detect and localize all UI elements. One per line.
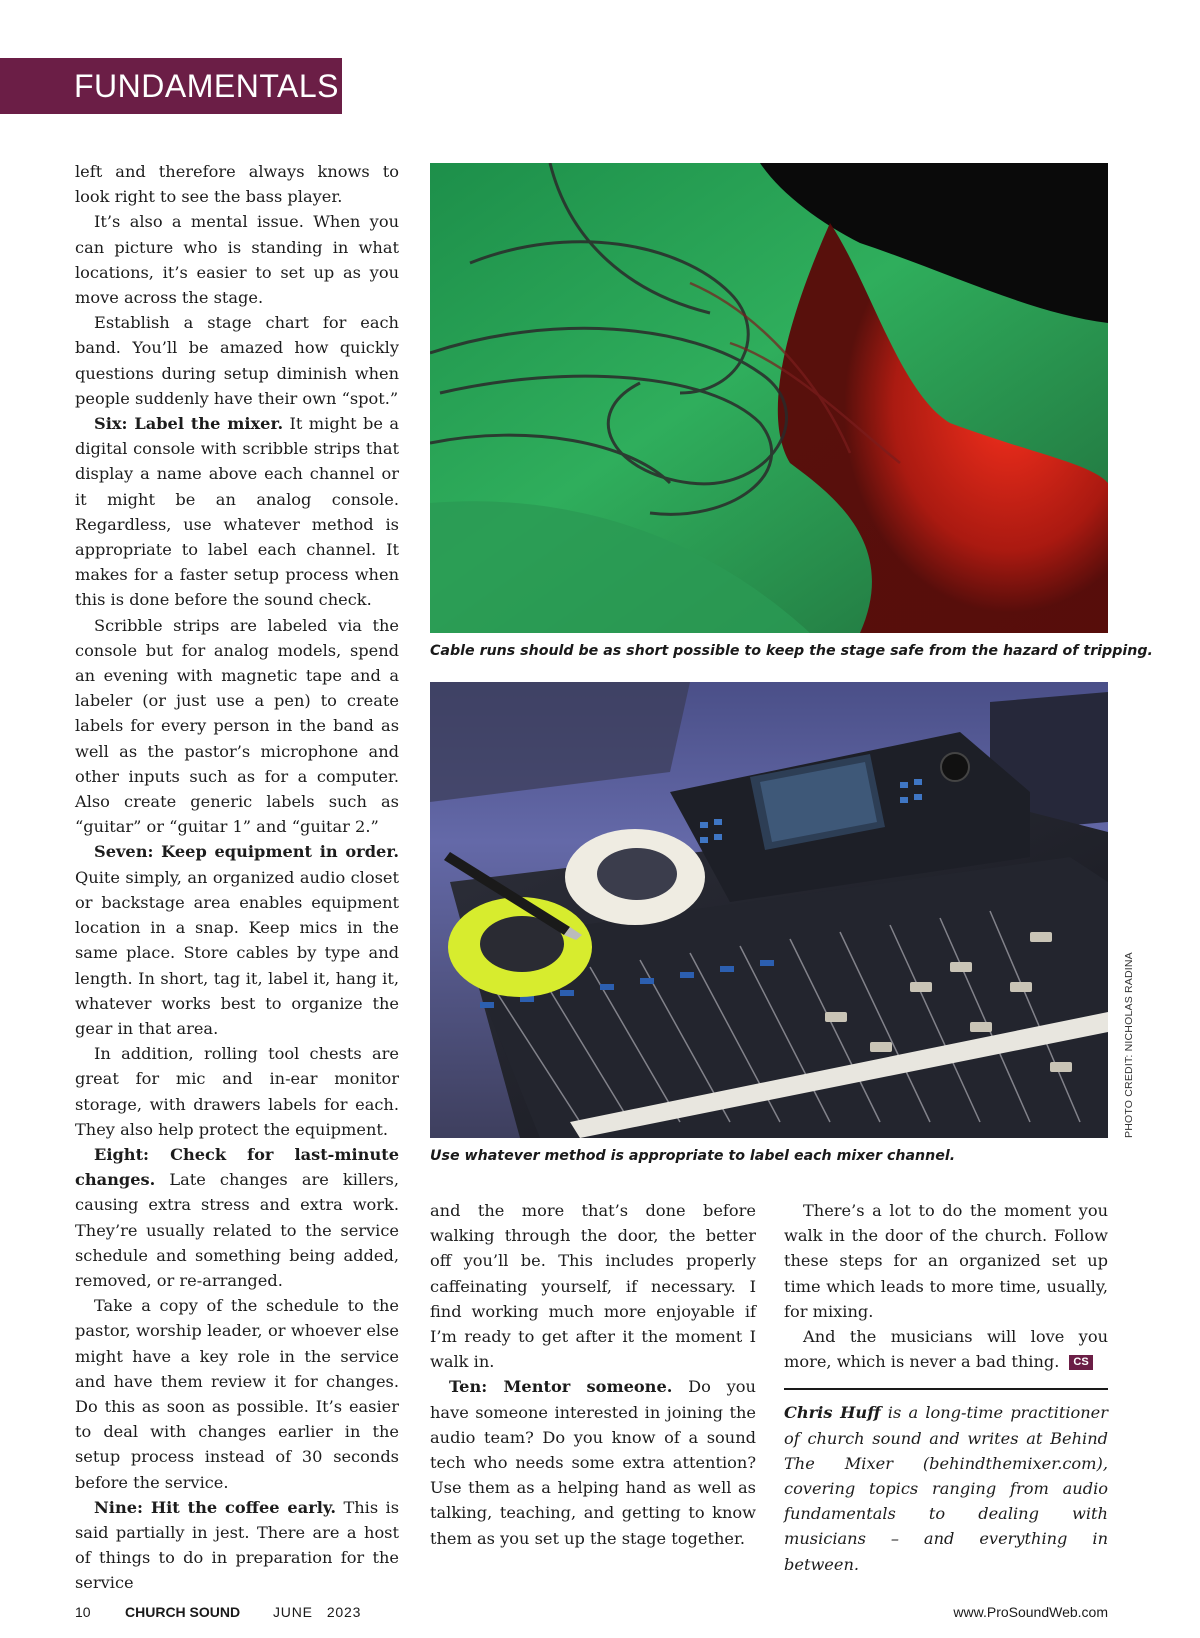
photo-caption: Cable runs should be as short possible to keep the stage safe from the hazard of tripping. bbox=[430, 643, 1153, 659]
paragraph bbox=[75, 1495, 399, 1596]
step-heading: Nine: Hit the coffee early. bbox=[94, 1497, 337, 1517]
end-mark-badge: CS bbox=[1069, 1355, 1092, 1370]
page-number: 10 bbox=[75, 1604, 91, 1620]
paragraph-body: This is said partially in jest. There are a host of things to do in preparation for the service bbox=[75, 1497, 400, 1593]
author-bio bbox=[784, 1388, 1108, 1576]
step-heading: Seven: Keep equipment in order. bbox=[94, 842, 399, 862]
article-column-2 bbox=[430, 1198, 756, 1551]
section-banner bbox=[0, 58, 342, 114]
stage-cables-photo bbox=[430, 163, 1108, 633]
issue-date: JUNE 2023 bbox=[273, 1604, 362, 1620]
paragraph bbox=[75, 839, 399, 1041]
bio-paragraph bbox=[784, 1400, 1108, 1576]
paragraph: In addition, rolling tool chests are great for mic and in-ear monitor storage, with drawers labels for each. They also help protect the equipment. bbox=[75, 1044, 399, 1139]
section-label: FUNDAMENTALS bbox=[74, 67, 339, 104]
paragraph-body: And the musicians will love you more, which is never a bad thing. bbox=[784, 1327, 1108, 1372]
paragraph-body: Do you have someone interested in joining the audio team? Do you know of a sound tech who needs some extra attention? Use them as a helping hand as well as talking, teaching, and getting to know them as you set up the stage together. bbox=[430, 1377, 756, 1548]
paragraph: and the more that’s done before walking through the door, the better off you’ll be. This includes properly caffeinating yourself, if necessary. I find working much more enjoyable if I’m ready to get after it the moment I walk in. bbox=[430, 1201, 756, 1372]
paragraph-body: It might be a digital console with scribble strips that display a name above each channel or it might be an analog console. Regardless, use whatever method is appropriate to label each channel. It makes for a faster setup process when this is done before the sound check. bbox=[75, 414, 399, 610]
article-column-1 bbox=[75, 159, 399, 1596]
photo-credit: PHOTO CREDIT: NICHOLAS RADINA bbox=[1123, 952, 1135, 1138]
paragraph bbox=[75, 411, 399, 613]
paragraph: left and therefore always knows to look right to see the bass player. bbox=[75, 162, 399, 207]
step-heading: Six: Label the mixer. bbox=[94, 414, 284, 434]
mixer-console-photo bbox=[430, 682, 1108, 1138]
paragraph: Take a copy of the schedule to the pastor, worship leader, or whoever else might have a key role in the service and have them review it for changes. Do this as soon as possible. It’s easier to deal with changes earlier in the setup process instead of 30 seconds before the service. bbox=[75, 1296, 399, 1492]
paragraph: Establish a stage chart for each band. You’ll be amazed how quickly questions during setup diminish when people suddenly have their own “spot.” bbox=[75, 313, 399, 408]
paragraph bbox=[784, 1324, 1108, 1374]
paragraph: Scribble strips are labeled via the console but for analog models, spend an evening with magnetic tape and a labeler (or just use a pen) to create labels for every person in the band as well as the pastor’s microphone and other inputs such as for a computer. Also create generic labels such as “guitar” or “guitar 1” and “guitar 2.” bbox=[75, 615, 399, 837]
photo-caption: Use whatever method is appropriate to label each mixer channel. bbox=[430, 1148, 956, 1164]
step-heading: Eight: Check for last-minute changes. bbox=[75, 1144, 399, 1190]
author-name: Chris Huff bbox=[784, 1403, 881, 1423]
website-link[interactable]: www.ProSoundWeb.com bbox=[953, 1604, 1108, 1620]
bio-text: is a long-time practitioner of church sound and writes at Behind The Mixer (behindthemixer.com), covering topics ranging from audio fundamentals to dealing with musicians – and everything in between. bbox=[784, 1403, 1108, 1574]
paragraph-body: Quite simply, an organized audio closet or backstage area enables equipment location in a snap. Keep mics in the same place. Store cables by type and length. In short, tag it, label it, hang it, whatever works best to organize the gear in that area. bbox=[75, 867, 399, 1038]
publication-name: CHURCH SOUND bbox=[125, 1604, 241, 1620]
paragraph-body: Late changes are killers, causing extra stress and extra work. They’re usually related to the service schedule and something being added, removed, or re-arranged. bbox=[75, 1170, 399, 1290]
step-heading: Ten: Mentor someone. bbox=[449, 1377, 673, 1397]
paragraph bbox=[430, 1374, 756, 1550]
paragraph bbox=[75, 1142, 399, 1293]
article-column-3 bbox=[784, 1198, 1108, 1577]
paragraph: There’s a lot to do the moment you walk in the door of the church. Follow these steps for an organized set up time which leads to more time, usually, for mixing. bbox=[784, 1201, 1108, 1321]
paragraph: It’s also a mental issue. When you can picture who is standing in what locations, it’s easier to set up as you move across the stage. bbox=[75, 212, 399, 308]
